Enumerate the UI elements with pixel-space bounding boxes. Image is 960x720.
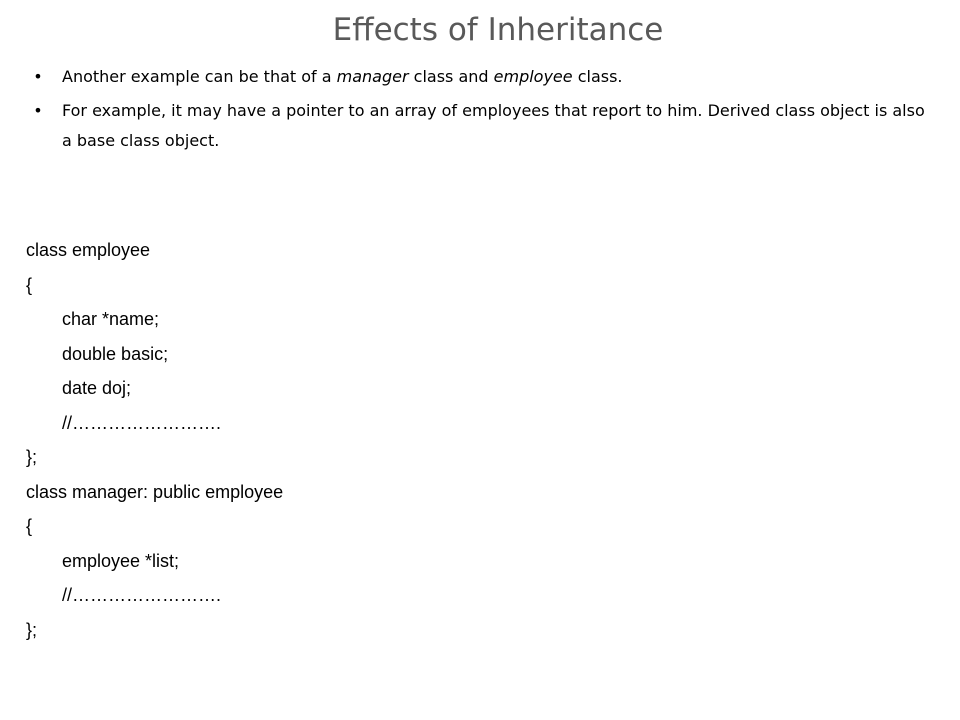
bullet-text-segment: class. (572, 67, 623, 86)
code-line: class manager: public employee (26, 481, 284, 502)
bullet-list (32, 62, 932, 156)
code-line: { (26, 274, 33, 295)
bullet-item (32, 62, 932, 92)
code-line: char *name; (62, 309, 160, 329)
bullet-item (32, 96, 932, 156)
code-line: //……………………. (62, 585, 222, 605)
bullet-text-segment-italic: employee (493, 67, 573, 86)
code-line: { (26, 516, 33, 536)
bullet-symbol: • (33, 67, 43, 86)
bullet-text (62, 67, 623, 86)
code-line: }; (26, 447, 38, 467)
code-line: employee *list; (62, 550, 180, 571)
bullet-text-segment-italic: manager (336, 67, 409, 86)
code-line: class employee (26, 240, 151, 260)
code-line: //……………………. (62, 412, 222, 433)
slide-title: Effects of Inheritance (332, 12, 664, 48)
code-line: double basic; (62, 343, 169, 364)
code-line: }; (26, 619, 38, 640)
code-block (26, 233, 626, 647)
bullet-symbol: • (33, 101, 43, 120)
bullet-text-segment: For example, it may have a pointer to an array of employees that report to him. Derived class object is also a base class object. (62, 101, 925, 150)
code-line: date doj; (62, 378, 132, 398)
bullet-text (62, 101, 925, 150)
bullet-text-segment: Another example can be that of a (62, 67, 337, 86)
bullet-text-segment: class and (408, 67, 494, 86)
